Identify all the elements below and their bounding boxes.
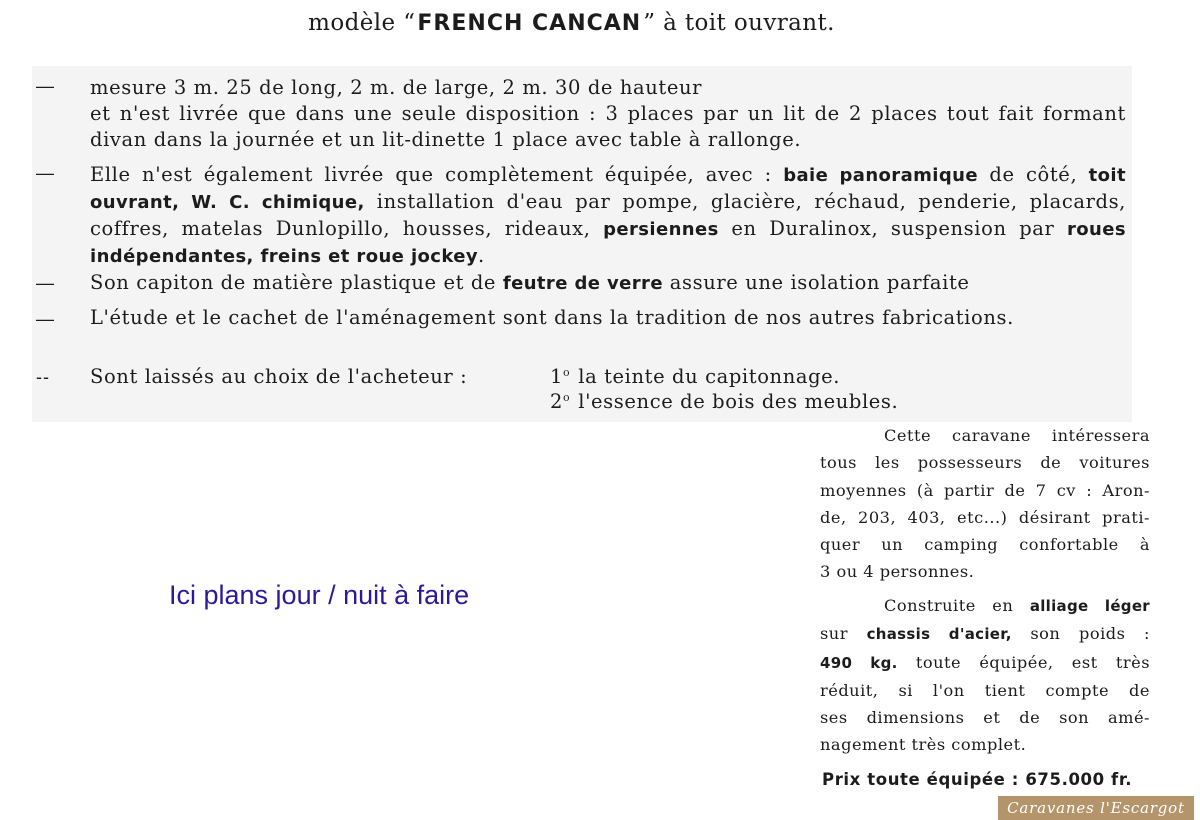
model-name: FRENCH CANCAN [417, 11, 642, 36]
choice-text: l'essence de bois des meubles. [578, 390, 899, 413]
watermark-label: Caravanes l'Escargot [998, 796, 1194, 820]
page-title [0, 10, 1143, 36]
choice-number: 1 [550, 365, 564, 388]
dimensions-line: mesure 3 m. 25 de long, 2 m. de large, 2 m. 30 de hauteur [90, 76, 703, 99]
title-prefix: modèle “ [308, 10, 416, 36]
equipment-bold: toit ouvrant, W. C. chimique, [90, 165, 1127, 213]
insulation-text: Son capiton de matière plastique et de [90, 271, 503, 294]
side-line: nagement très complet. [820, 735, 1027, 755]
choice-lead: Sont laissés au choix de l'acheteur : [90, 365, 468, 388]
side-bold: alliage léger [1029, 597, 1150, 615]
insulation-bold: feutre de verre [502, 273, 663, 294]
disposition-text: et n'est livrée que dans une seule disposition : 3 places par un lit de 2 places tout fait formant divan dans la journée et un lit-dinette 1 place avec table à rallonge. [90, 102, 1126, 151]
item-dash: — [36, 76, 55, 96]
side-line [820, 649, 1150, 677]
side-line: 3 ou 4 personnes. [820, 562, 975, 582]
side-line: Cette caravane intéressera [884, 426, 1150, 445]
side-bold: chassis d'acier, [866, 625, 1012, 644]
equipment-bold: persiennes [603, 219, 719, 240]
equipment-bold: baie panoramique [783, 165, 978, 186]
side-bold: 490 kg. [820, 653, 898, 672]
side-line: réduit, si l'on tient compte de [820, 680, 1150, 700]
choice-number: 2 [550, 390, 564, 413]
equipment-text: de côté, [977, 163, 1089, 186]
equipment-text: . [478, 244, 485, 267]
equipment-text: Elle n'est également livrée que complètement équipée, avec : [90, 163, 784, 186]
equipment-text: installation d'eau par pompe, glacière, réchaud, penderie, placards, coffres, matelas Dunlopillo, housses, rideaux, [90, 190, 1126, 240]
spec-paragraph-equipment [90, 162, 1126, 270]
equipment-bold: roues indépendantes, freins et roue jockey [90, 219, 1126, 267]
side-line [820, 592, 1150, 620]
equipment-text: en Duralinox, suspension par [718, 217, 1068, 240]
title-suffix: ” à toit ouvrant. [643, 10, 835, 36]
side-paragraph-audience [820, 422, 1150, 586]
side-text: toute équipée, est très [897, 652, 1151, 672]
spec-paragraph-insulation [90, 270, 1126, 297]
side-line: moyennes (à partir de 7 cv : Aron- [820, 480, 1150, 500]
insulation-text: assure une isolation parfaite [662, 271, 970, 294]
choice-ordinal: o [563, 390, 571, 404]
choice-item [550, 365, 840, 388]
choice-ordinal: o [563, 365, 571, 379]
side-line: de, 203, 403, etc...) désirant prati- [820, 507, 1150, 527]
choice-text: la teinte du capitonnage. [578, 365, 841, 388]
side-text: son poids : [1011, 624, 1150, 644]
item-dash: -- [36, 367, 50, 387]
choice-item [550, 390, 898, 413]
side-line: ses dimensions et de son amé- [820, 708, 1150, 728]
spec-paragraph-tradition: L'étude et le cachet de l'aménagement sont dans la tradition de nos autres fabrications. [90, 306, 1014, 329]
item-dash: — [36, 273, 55, 293]
item-dash: — [36, 309, 55, 329]
price-line: Prix toute équipée : 675.000 fr. [822, 770, 1133, 789]
spec-paragraph-dimensions [90, 75, 1126, 153]
side-text: sur [820, 624, 867, 644]
plans-placeholder-note: Ici plans jour / nuit à faire [169, 580, 470, 610]
item-dash: — [36, 163, 55, 183]
side-text: Construite en [884, 596, 1030, 615]
side-line: quer un camping confortable à [820, 535, 1150, 555]
side-paragraph-construction [820, 592, 1150, 759]
side-line: tous les possesseurs de voitures [820, 453, 1150, 473]
side-line [820, 620, 1150, 648]
